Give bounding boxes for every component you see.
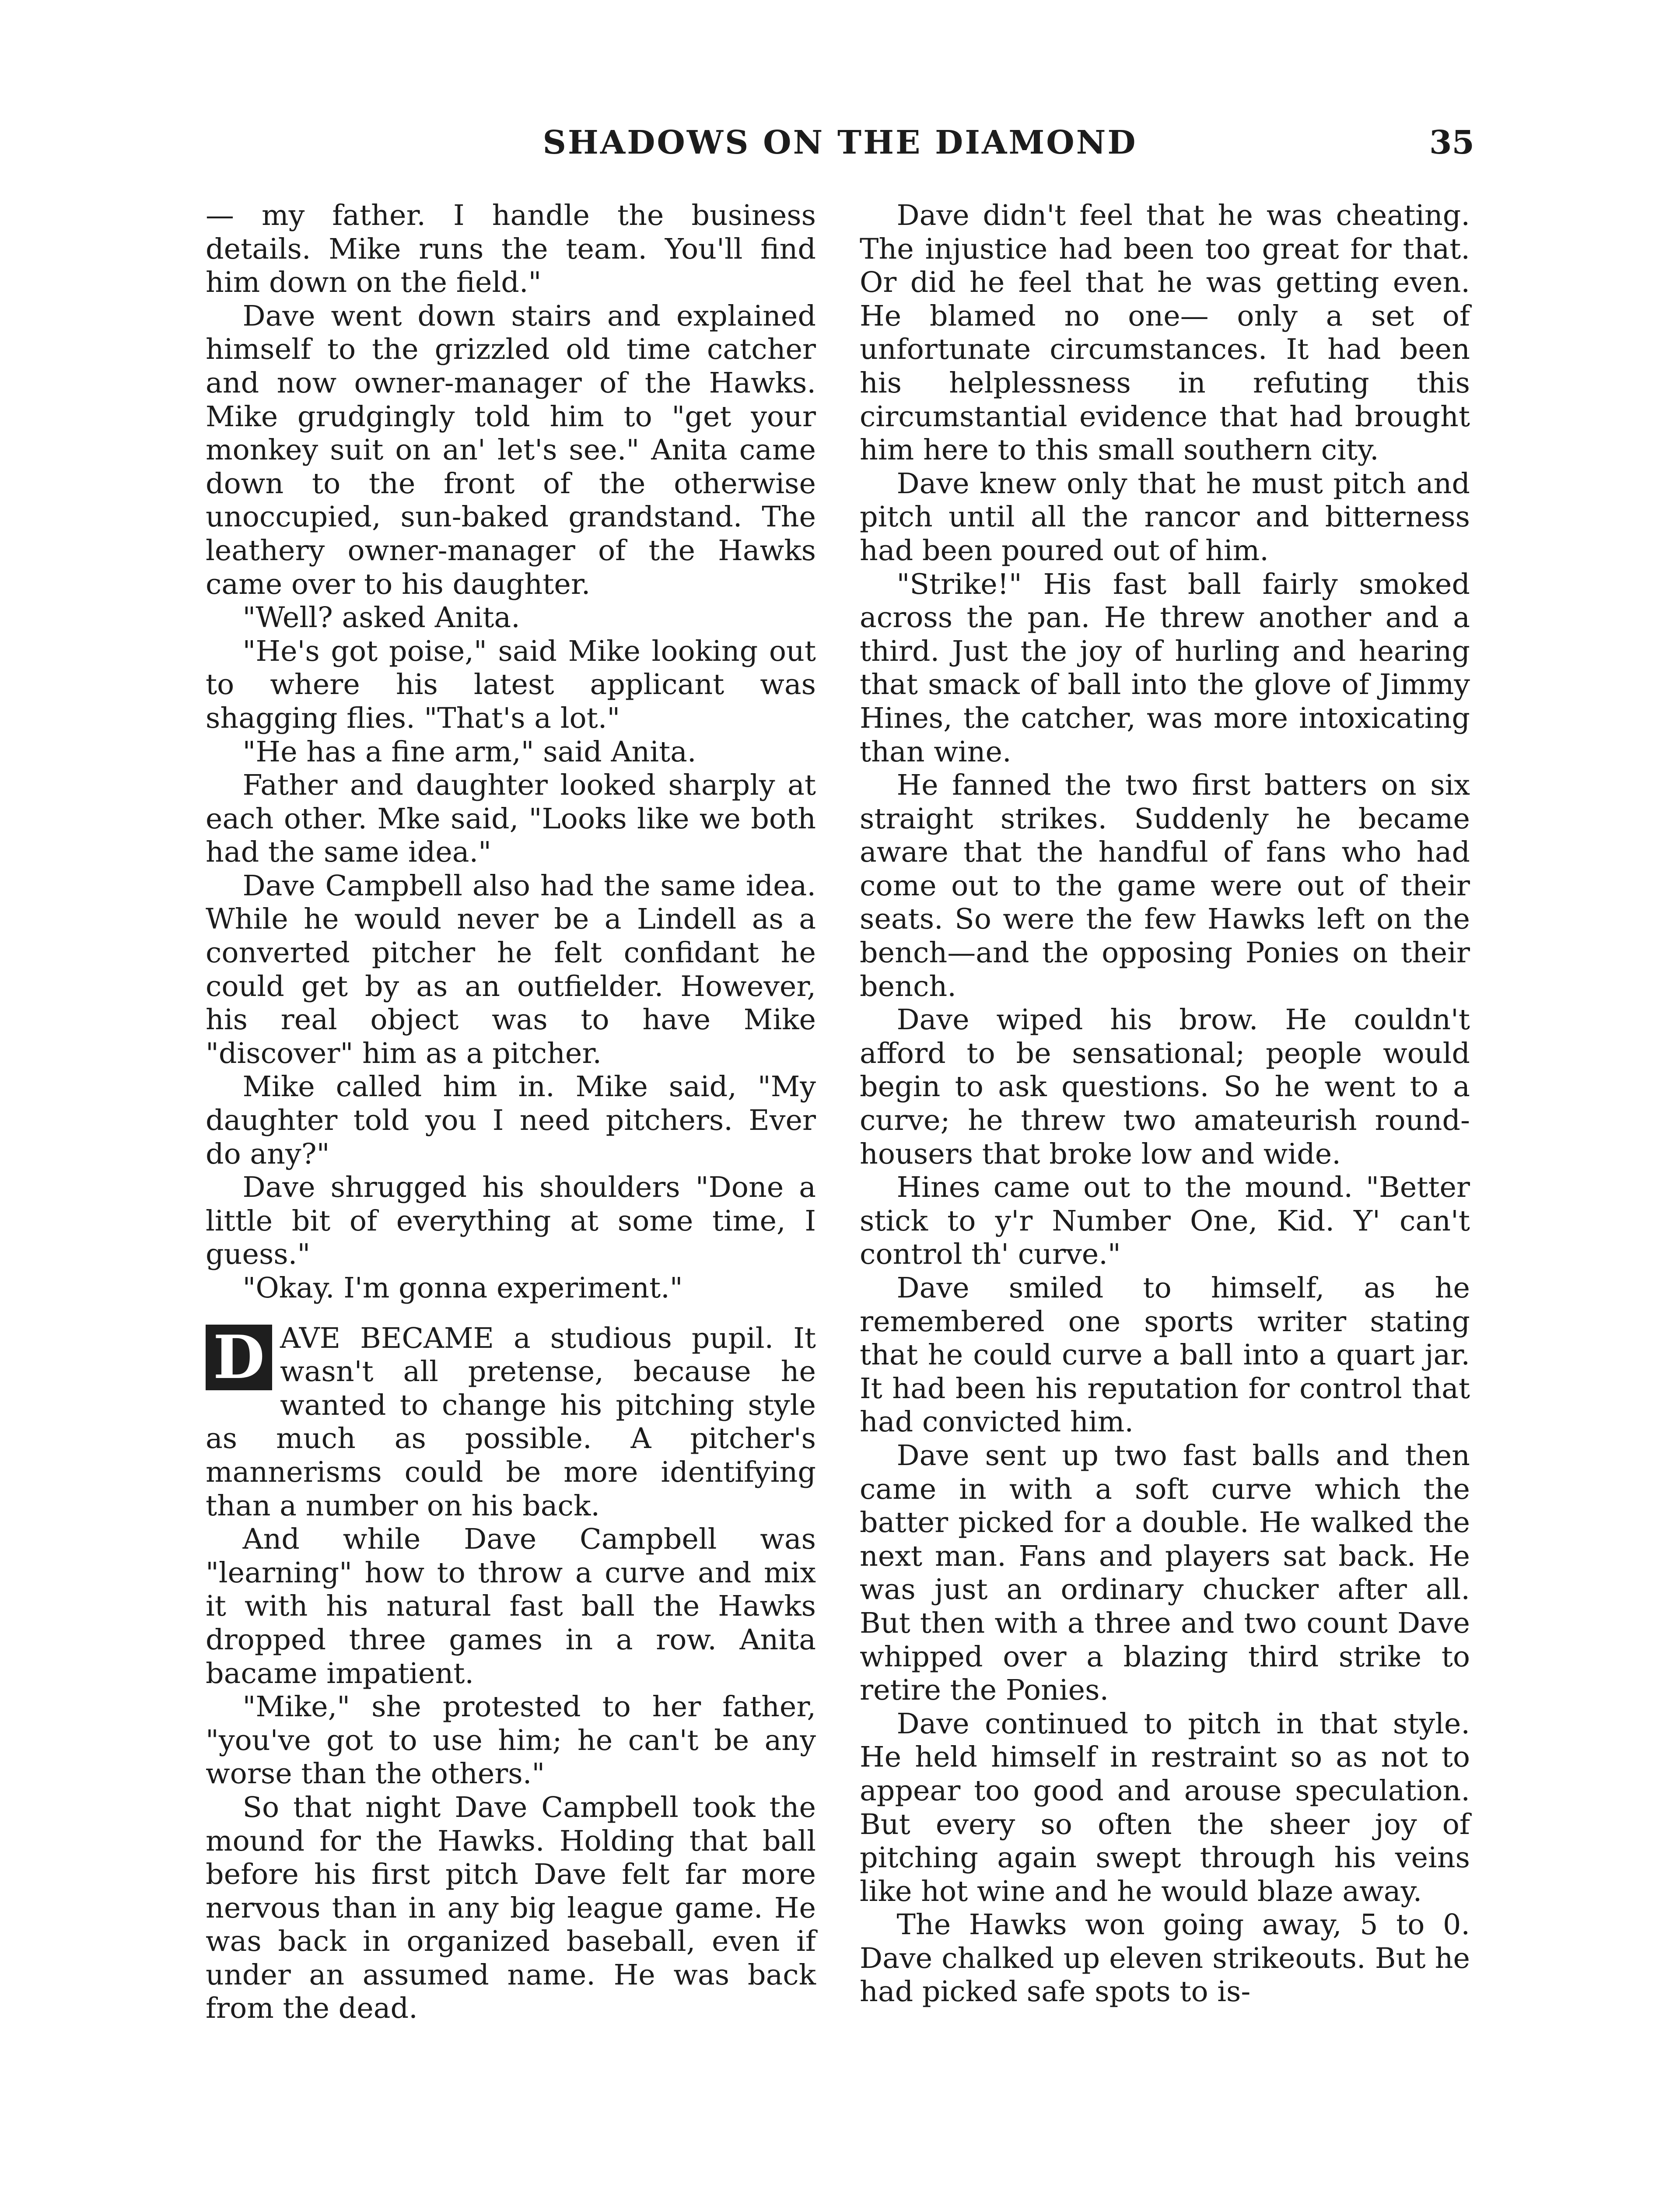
paragraph: Hines came out to the mound. "Better stick to y'r Number One, Kid. Y' can't control th' curve." [860, 1171, 1470, 1271]
page-number: 35 [1429, 124, 1474, 161]
paragraph: Dave Campbell also had the same idea. While he would never be a Lindell as a converted pitcher he felt confidant he could get by as an outfielder. However, his real object was to have Mike "discover" him as a pitcher. [206, 869, 816, 1070]
paragraph: "He has a fine arm," said Anita. [242, 735, 696, 768]
paragraph: "Mike," she protested to her father, "you've got to use him; he can't be any worse than the others." [206, 1690, 816, 1791]
paragraph: So that night Dave Campbell took the mound for the Hawks. Holding that ball before his first pitch Dave felt far more nervous than in any big league game. He was back in organized baseball, even if under an assumed name. He was back from the dead. [206, 1791, 816, 2025]
paragraph: — my father. I handle the business details. Mike runs the team. You'll find him down on the field." [206, 199, 816, 299]
section-opening-paragraph [206, 1322, 816, 1523]
paragraph: The Hawks won going away, 5 to 0. Dave chalked up eleven strikeouts. But he had picked safe spots to is- [860, 1908, 1470, 2009]
paragraph: "He's got poise," said Mike looking out to where his latest applicant was shagging flies. "That's a lot." [206, 635, 816, 735]
paragraph: He fanned the two first batters on six straight strikes. Suddenly he became aware that the handful of fans who had come out to the game were out of their seats. So were the few Hawks left on the bench—and the opposing Ponies on their bench. [860, 769, 1470, 1003]
paragraph: Dave knew only that he must pitch and pitch until all the rancor and bitterness had been poured out of him. [860, 467, 1470, 567]
paragraph: Dave smiled to himself, as he remembered one sports writer stating that he could curve a ball into a quart jar. It had been his reputation for control that had convicted him. [860, 1272, 1470, 1439]
text-column-left [206, 199, 816, 2026]
running-title: SHADOWS ON THE DIAMOND [542, 124, 1138, 161]
paragraph: Mike called him in. Mike said, "My daughter told you I need pitchers. Ever do any?" [206, 1070, 816, 1171]
paragraph: "Well? asked Anita. [242, 601, 520, 635]
paragraph: And while Dave Campbell was "learning" how to throw a curve and mix it with his natural fast ball the Hawks dropped three games in a row. Anita bacame impatient. [206, 1523, 816, 1690]
section-opening-text: AVE BECAME a studious pupil. It wasn't all pretense, because he wanted to change his pitching style as much as possible. A pitcher's mannerisms could be more identifying than a number on his back. [206, 1322, 816, 1522]
paragraph: Dave shrugged his shoulders "Done a little bit of everything at some time, I guess." [206, 1171, 816, 1271]
paragraph: "Okay. I'm gonna experiment." [242, 1272, 683, 1304]
paragraph: "Strike!" His fast ball fairly smoked across the pan. He threw another and a third. Just the joy of hurling and hearing that smack of ball into the glove of Jimmy Hines, the catcher, was more intoxicating than wine. [860, 568, 1470, 768]
paragraph: Dave wiped his brow. He couldn't afford to be sensational; people would begin to ask questions. So he went to a curve; he threw two amateurish round-housers that broke low and wide. [860, 1003, 1470, 1171]
paragraph: Dave continued to pitch in that style. He held himself in restraint so as not to appear too good and arouse speculation. But every so often the sheer joy of pitching again swept through his veins like hot wine and he would blaze away. [860, 1707, 1470, 1908]
text-column-right [860, 199, 1470, 2009]
paragraph: Father and daughter looked sharply at each other. Mke said, "Looks like we both had the same idea." [206, 769, 816, 869]
running-header [206, 124, 1474, 172]
paragraph: Dave went down stairs and explained himself to the grizzled old time catcher and now owner-manager of the Hawks. Mike grudgingly told him to "get your monkey suit on an' let's see." Anita came down to the front of the otherwise unoccupied, sun-baked grandstand. The leathery owner-manager of the Hawks came over to his daughter. [206, 299, 816, 601]
drop-cap: D [206, 1325, 272, 1390]
paragraph: Dave didn't feel that he was cheating. The injustice had been too great for that. Or did he feel that he was getting even. He blamed no one— only a set of unfortunate circumstances. It had been his helplessness in refuting this circumstantial evidence that had brought him here to this small southern city. [860, 199, 1470, 467]
paragraph: Dave sent up two fast balls and then came in with a soft curve which the batter picked for a double. He walked the next man. Fans and players sat back. He was just an ordinary chucker after all. But then with a three and two count Dave whipped over a blazing third strike to retire the Ponies. [860, 1439, 1470, 1707]
